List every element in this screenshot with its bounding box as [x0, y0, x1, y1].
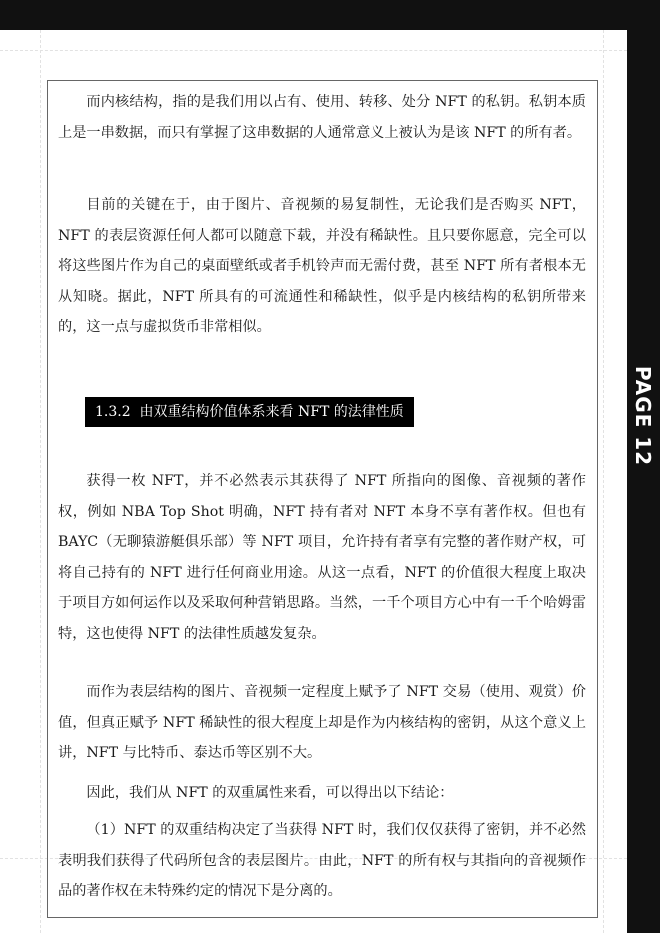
section-title: 由双重结构价值体系来看 NFT 的法律性质 — [139, 404, 404, 420]
paragraph-replicability: 目前的关键在于，由于图片、音视频的易复制性，无论我们是否购买 NFT，NFT 的表层资源任何人都可以随意下载，并没有稀缺性。且只要你愿意，完全可以将这些图片作为自己的桌面壁纸或者手机铃声而无需付费，甚至 NFT 所有者根本无从知晓。据此，NFT 所具有的可流通性和稀缺性，似乎是内核结构的私钥所带来的，这一点与虚拟货币非常相似。 — [58, 197, 586, 335]
crop-guide-right — [603, 30, 604, 933]
section-number: 1.3.2 — [95, 404, 131, 420]
crop-guide-left — [40, 30, 41, 933]
paragraph-conclusion-1: （1）NFT 的双重结构决定了当获得 NFT 时，我们仅仅获得了密钥，并不必然表明我们获得了代码所包含的表层图片。由此，NFT 的所有权与其指向的音视频作品的著作权在未特殊约定的情况下是分离的。 — [58, 822, 586, 899]
side-black-bar — [627, 30, 660, 933]
page-number-tab — [627, 366, 660, 466]
section-heading — [85, 397, 414, 427]
paragraph-private-key: 而内核结构，指的是我们用以占有、使用、转移、处分 NFT 的私钥。私钥本质上是一串数据，而只有掌握了这串数据的人通常意义上被认为是该 NFT 的所有者。 — [58, 94, 586, 141]
crop-guide-top — [0, 50, 627, 51]
page-number-label: PAGE 12 — [631, 365, 656, 467]
paragraph-conclusion-intro: 因此，我们从 NFT 的双重属性来看，可以得出以下结论： — [86, 785, 454, 801]
paragraph-surface-structure: 而作为表层结构的图片、音视频一定程度上赋予了 NFT 交易（使用、观赏）价值，但真正赋予 NFT 稀缺性的很大程度上却是作为内核结构的密钥，从这个意义上讲，NFT 与比特币、泰达币等区别不大。 — [58, 684, 586, 761]
top-black-bar — [0, 0, 660, 30]
paragraph-copyright: 获得一枚 NFT，并不必然表示其获得了 NFT 所指向的图像、音视频的著作权，例如 NBA Top Shot 明确，NFT 持有者对 NFT 本身不享有著作权。但也有 BAYC（无聊猿游艇俱乐部）等 NFT 项目，允许持有者享有完整的著作财产权，可将自己持有的 NFT 进行任何商业用途。从这一点看，NFT 的价值很大程度上取决于项目方如何运作以及采取何种营销思路。当然，一千个项目方心中有一千个哈姆雷特，这也使得 NFT 的法律性质越发复杂。 — [58, 473, 586, 642]
